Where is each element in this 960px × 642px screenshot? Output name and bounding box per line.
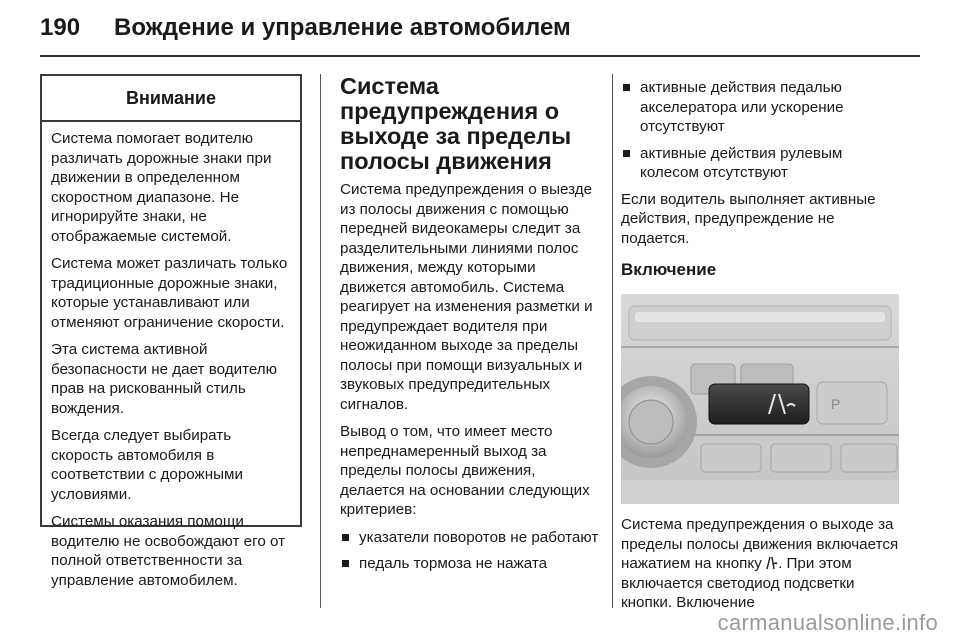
page-number: 190 [40,14,81,41]
section-body [340,180,602,520]
header-divider [40,55,920,57]
activation-paragraph-continued: . При этом включается светодиод подсветки кнопки. Включение [621,555,855,611]
parking-button-label: P [831,396,841,412]
list-item: активные действия педалью акселератора или ускорение отсутствуют [621,78,901,137]
after-list-text [621,190,901,249]
warning-paragraph: Эта система активной безопасности не дает водителю прав на рискованный стиль вождения. [51,341,278,417]
section-title: Система предупреждения о выходе за пределы полосы движения [340,73,572,174]
warning-paragraph: Система может различать только традиционные дорожные знаки, которые устанавливают или отменяют ограничение скорости. [51,255,288,331]
warning-box [40,74,302,589]
activation-paragraph: Система предупреждения о выходе за пределы полосы движения включается нажатием на кнопку [621,516,899,572]
warning-paragraph: Система помогает водителю различать дорожные знаки при движении в определенном скоростном диапазоне. Не игнорируйте знаки, не отображаемые системой. [51,130,272,245]
middle-column [340,74,602,581]
subsection-title: Включение [621,260,717,279]
section-paragraph: Вывод о том, что имеет место непреднамеренный выход за пределы полосы движения, делается на основании следующих критериев: [340,423,590,518]
list-item: педаль тормоза не нажата [340,554,602,574]
site-watermark: carmanualsonline.info [717,610,938,635]
dashboard-button-photo [621,294,899,504]
warning-paragraph: Системы оказания помощи водителю не освобождают его от полной ответственности за управление автомобилем. [51,513,286,589]
page-title: Вождение и управление автомобилем [114,14,571,41]
page-header [40,14,920,50]
lane-assist-icon [766,556,778,570]
column-divider [320,74,321,608]
criteria-list [340,528,602,574]
warning-body [42,122,300,590]
list-item: указатели поворотов не работают [340,528,602,548]
column-divider [612,74,613,608]
warning-title: Внимание [42,76,300,122]
list-item: активные действия рулевым колесом отсутствуют [621,144,901,183]
section-paragraph: Система предупреждения о выезде из полосы движения с помощью передней видеокамеры следит за разделительными линиями полос движения, между которыми движется автомобиль. Система реагирует на изменения разметки и предупреждает водителя при неожиданном выходе за пределы полосы при помощи визуальных и звуковых предупредительных сигналов. [340,181,593,413]
criteria-list-continued [621,78,901,183]
right-column [621,74,901,613]
warning-paragraph: Всегда следует выбирать скорость автомобиля в соответствии с дорожными условиями. [51,427,243,503]
section-paragraph: Если водитель выполняет активные действия, предупреждение не подается. [621,190,876,247]
dashboard-illustration [621,294,899,504]
activation-text [621,515,901,613]
